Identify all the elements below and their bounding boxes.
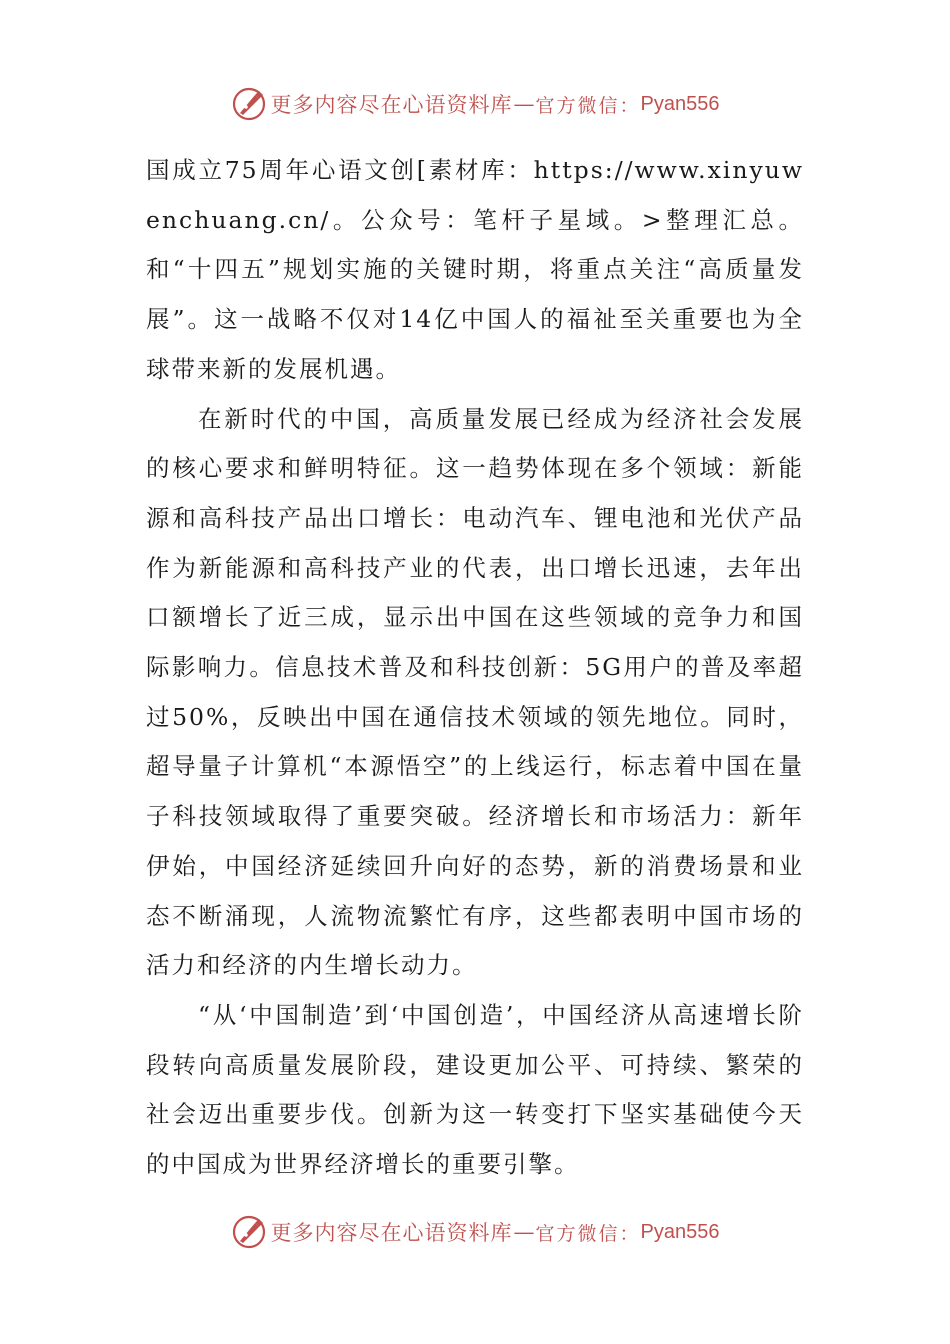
footer-banner <box>0 1212 950 1252</box>
brand-text: 更多内容尽在心语资料库 <box>270 1221 513 1245</box>
wechat-id: Pyan556 <box>640 92 720 115</box>
pen-nib-logo-icon <box>231 86 267 122</box>
banner-dash: — <box>513 1220 535 1244</box>
paragraph-1: 国成立75周年心语文创[素材库：https://www.xinyuwenchuang.cn/。公众号：笔杆子星域。>整理汇总。和“十四五”规划实施的关键时期，将重点关注“高质量发展”。这一战略不仅对14亿中国人的福祉至关重要也为全球带来新的发展机遇。 <box>146 156 804 383</box>
banner-dash: — <box>513 92 535 116</box>
brand-text: 更多内容尽在心语资料库 <box>270 93 513 117</box>
official-wechat-label: 官方微信： <box>535 94 641 117</box>
paragraph-3: “从‘中国制造’到‘中国创造’，中国经济从高速增长阶段转向高质量发展阶段，建设更加公平、可持续、繁荣的社会迈出重要步伐。创新为这一转变打下坚实基础使今天的中国成为世界经济增长的重要引擎。 <box>146 1000 804 1179</box>
document-body <box>146 146 804 1190</box>
official-wechat-label: 官方微信： <box>535 1222 641 1245</box>
header-banner <box>0 84 950 124</box>
pen-nib-logo-icon <box>231 1214 267 1250</box>
wechat-id: Pyan556 <box>640 1220 720 1243</box>
paragraph-2: 在新时代的中国，高质量发展已经成为经济社会发展的核心要求和鲜明特征。这一趋势体现在多个领域：新能源和高科技产品出口增长：电动汽车、锂电池和光伏产品作为新能源和高科技产业的代表，出口增长迅速，去年出口额增长了近三成，显示出中国在这些领域的竞争力和国际影响力。信息技术普及和科技创新：5G用户的普及率超过50%，反映出中国在通信技术领域的领先地位。同时，超导量子计算机“本源悟空”的上线运行，标志着中国在量子科技领域取得了重要突破。经济增长和市场活力：新年伊始，中国经济延续回升向好的态势，新的消费场景和业态不断涌现，人流物流繁忙有序，这些都表明中国市场的活力和经济的内生增长动力。 <box>146 404 804 980</box>
